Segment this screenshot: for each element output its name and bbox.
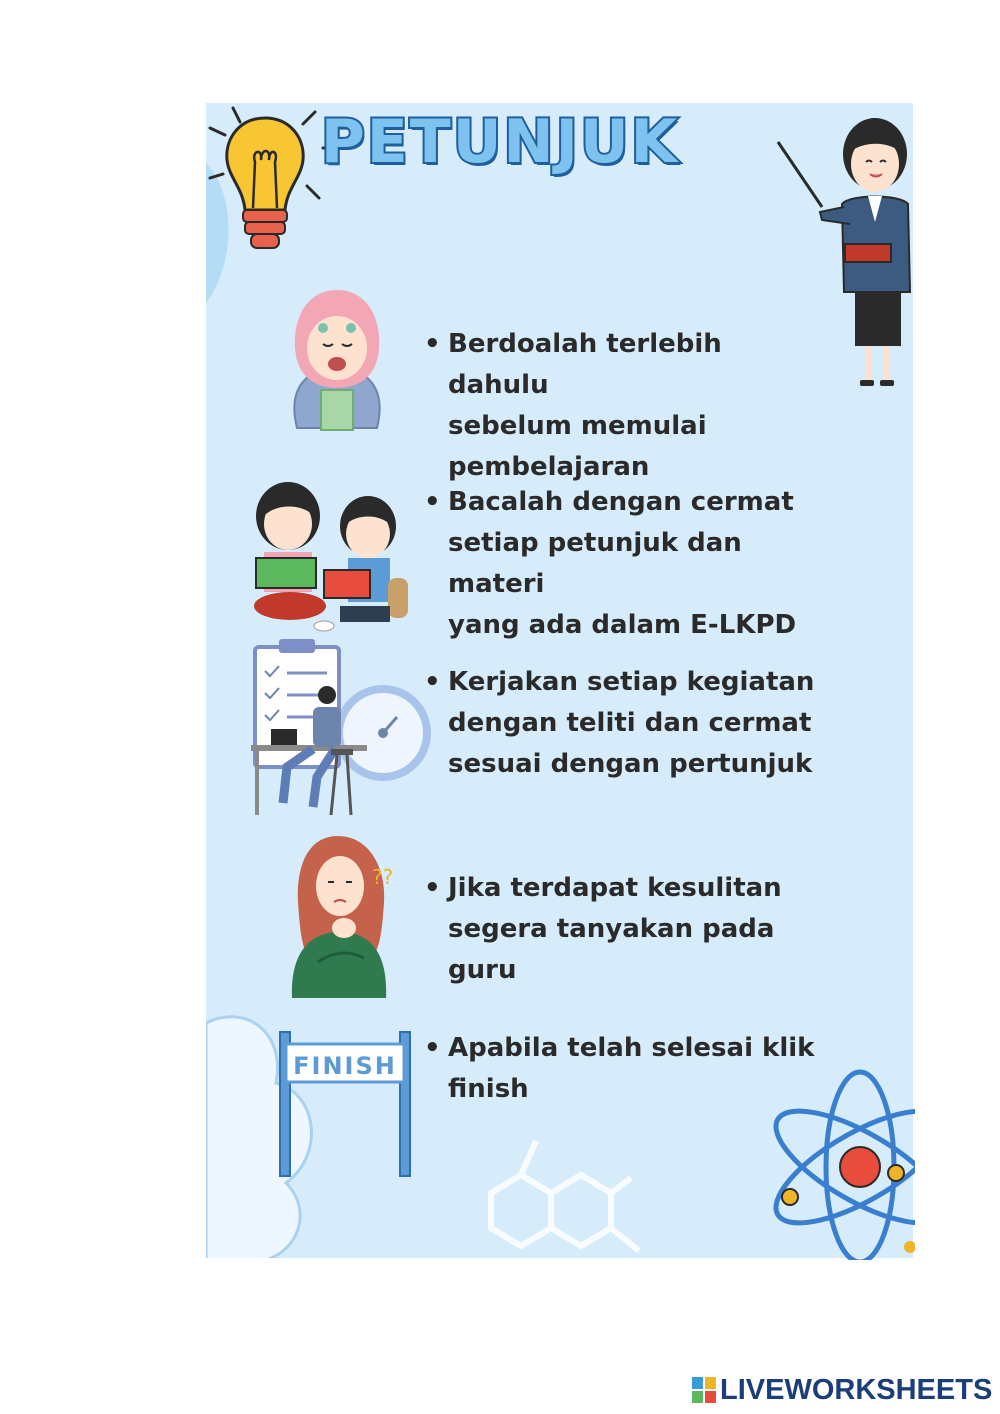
instruction-line: segera tanyakan pada guru bbox=[448, 914, 775, 985]
instruction-line: dengan teliti dan cermat bbox=[448, 708, 812, 738]
instruction-line: finish bbox=[448, 1074, 529, 1104]
liveworksheets-mark-icon bbox=[692, 1377, 716, 1403]
poster-title: PETUNJUK bbox=[320, 107, 680, 177]
question-marks: ?? bbox=[372, 865, 394, 889]
praying-girl-illustration bbox=[287, 288, 387, 440]
molecule-icon bbox=[461, 1133, 641, 1258]
instruction-line: Apabila telah selesai klik bbox=[448, 1033, 815, 1063]
bullet: • bbox=[424, 667, 441, 697]
brand-name: LIVEWORKSHEETS bbox=[720, 1373, 993, 1406]
instruction-item-5 bbox=[424, 1028, 824, 1110]
instruction-line: yang ada dalam E-LKPD bbox=[448, 610, 797, 640]
liveworksheets-logo[interactable] bbox=[692, 1374, 992, 1406]
bullet: • bbox=[424, 873, 441, 903]
instruction-line: pembelajaran bbox=[448, 452, 650, 482]
reading-kids-illustration bbox=[250, 478, 410, 638]
instruction-line: Bacalah dengan cermat bbox=[448, 487, 794, 517]
instruction-line: sebelum memulai bbox=[448, 411, 707, 441]
instruction-line: Kerjakan setiap kegiatan bbox=[448, 667, 815, 697]
instruction-line: sesuai dengan pertunjuk bbox=[448, 749, 813, 779]
bullet: • bbox=[424, 329, 441, 359]
instruction-item-4 bbox=[424, 868, 824, 991]
instruction-line: setiap petunjuk dan materi bbox=[448, 528, 742, 599]
instruction-line: Berdoalah terlebih dahulu bbox=[448, 329, 722, 400]
confused-woman-illustration bbox=[288, 832, 400, 1000]
bullet: • bbox=[424, 1033, 441, 1063]
checklist-worker-illustration bbox=[247, 637, 437, 819]
finish-sign-text: FINISH bbox=[293, 1052, 397, 1080]
bullet: • bbox=[424, 487, 441, 517]
instruction-line: Jika terdapat kesulitan bbox=[448, 873, 782, 903]
instruction-item-3 bbox=[424, 662, 824, 785]
instruction-item-1 bbox=[424, 324, 824, 488]
instruction-item-2 bbox=[424, 482, 824, 646]
finish-banner-illustration bbox=[276, 1030, 414, 1178]
